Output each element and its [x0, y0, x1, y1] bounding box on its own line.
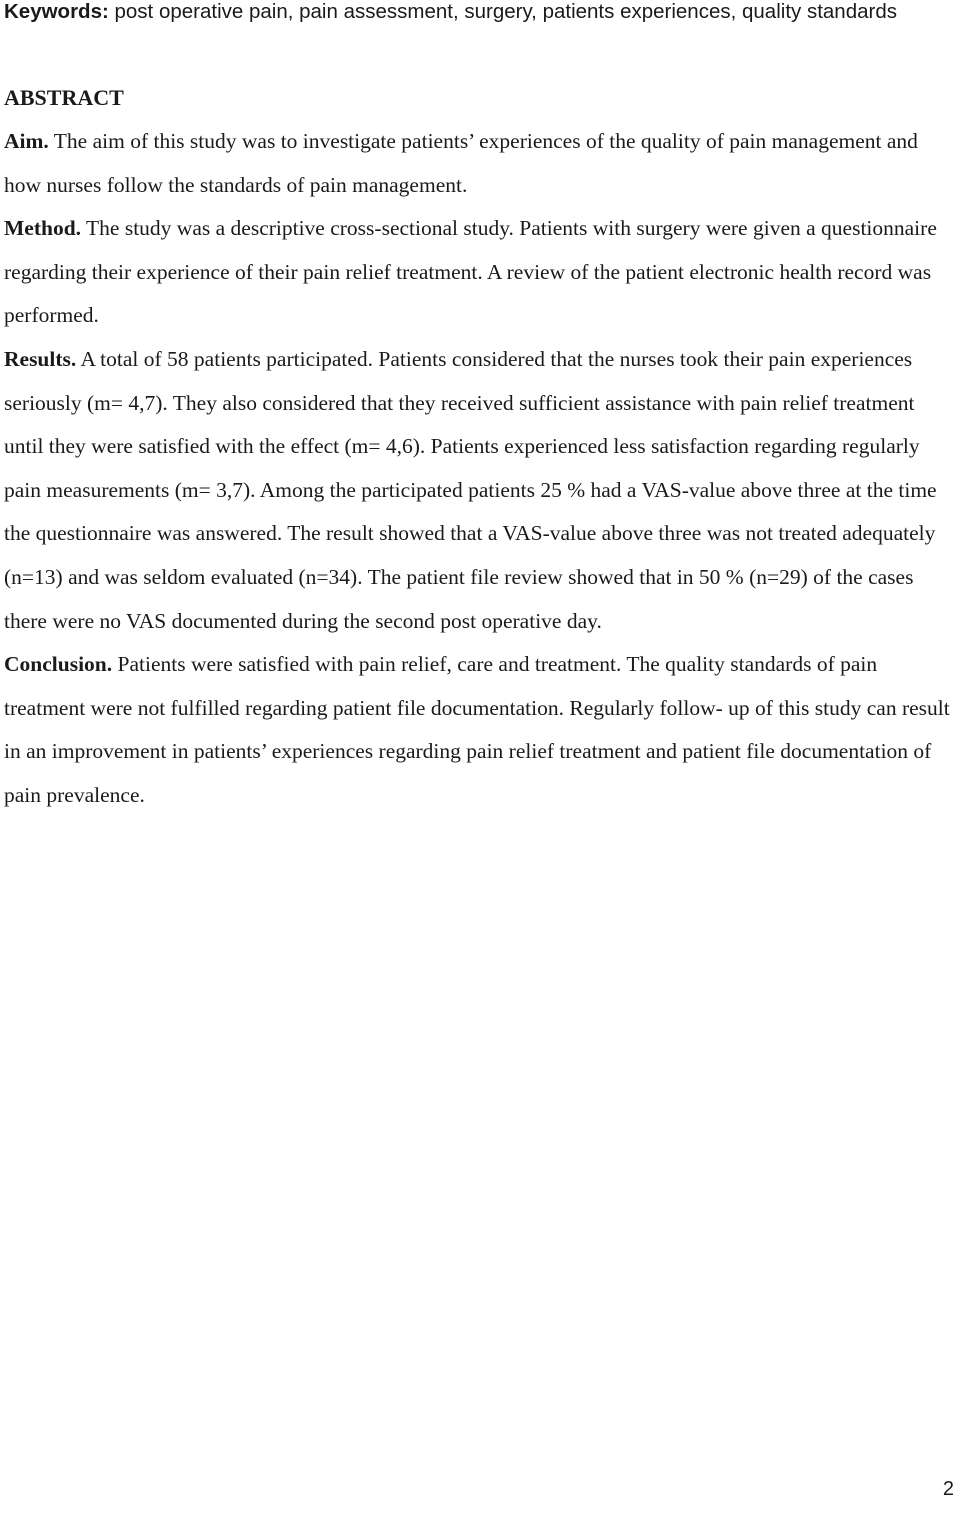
aim-label: Aim.: [4, 129, 49, 153]
method-label: Method.: [4, 216, 82, 241]
results-label: Results.: [4, 346, 77, 371]
method-text: The study was a descriptive cross-sectional study. Patients with surgery were given a questionnaire regarding their experience of their pain relief treatment. A review of the patient electronic health record was performed.: [4, 216, 937, 328]
abstract-heading: ABSTRACT: [4, 85, 124, 110]
keywords-label: Keywords:: [4, 0, 109, 23]
page-number: 2: [942, 1478, 954, 1500]
keywords-paragraph: [4, 0, 956, 33]
conclusion-text: Patients were satisfied with pain relief, care and treatment. The quality standards of pain treatment were not fulfilled regarding patient file documentation. Regularly follow- up of this study can result in an improvement in patients’ experiences regarding pain relief treatment and patient file documentation of pain prevalence.: [4, 652, 950, 807]
conclusion-label: Conclusion.: [4, 652, 113, 677]
results-text: A total of 58 patients participated. Patients considered that the nurses took their pain experiences seriously (m= 4,7). They also considered that they received sufficient assistance with pain relief treatment until they were satisfied with the effect (m= 4,6). Patients experienced less satisfaction regarding regularly pain measurements (m= 3,7). Among the participated patients 25 % had a VAS-value above three at the time the questionnaire was answered. The result showed that a VAS-value above three was not treated adequately (n=13) and was seldom evaluated (n=34). The patient file review showed that in 50 % (n=29) of the cases there were no VAS documented during the second post operative day.: [4, 346, 937, 633]
keywords-text: post operative pain, pain assessment, surgery, patients experiences, quality standards: [108, 0, 897, 23]
aim-text: The aim of this study was to investigate patients’ experiences of the quality of pain management and how nurses follow the standards of pain management.: [4, 129, 918, 197]
abstract-body: [4, 120, 956, 818]
document-page: [4, 0, 956, 818]
